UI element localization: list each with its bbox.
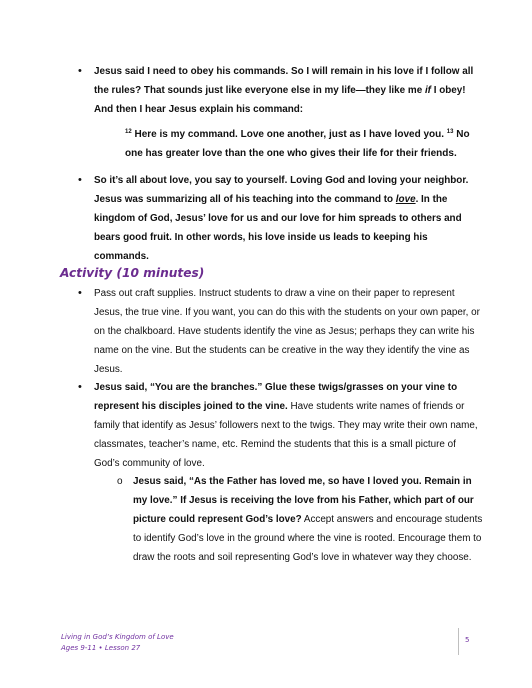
bullet-text: Jesus said I need to obey his commands. So I will remain in his love if I follow all the rules? That sounds just like everyone else in my life—they like me if I obey! And then I hear Jesus explain his command: xyxy=(94,66,474,115)
bullet-text: Pass out craft supplies. Instruct students to draw a vine on their paper to represent Jesus, the true vine. If you want, you can do this with the students on your own paper, or on the chalkboard. Have students identify the vine as Jesus; perhaps they can write his name on the vine. But the students can be creative in the way they identify the vine as Jesus. xyxy=(94,288,480,375)
list-item xyxy=(78,62,498,119)
bullet-icon: • xyxy=(78,287,82,299)
bullet-text: Jesus said, “As the Father has loved me, so have I loved you. Remain in my love.” If Jesus is receiving the love from his Father, which part of our picture could represent God’s love? Accept answers and encourage students to identify God’s love in the ground where the vine is rooted. Encourage them to draw the roots and soil representing God’s love in whatever way they choose. xyxy=(133,476,483,563)
page-number: 5 xyxy=(465,636,470,644)
section-heading: Activity (10 minutes) xyxy=(60,266,205,280)
list-item xyxy=(78,378,498,473)
scripture-quote: $^{12}$ Here is my command. Love one another, just as I have loved you. $^{13}$ No one has greater love than the one who gives their life for their friends. xyxy=(125,129,470,159)
bullet-icon: • xyxy=(78,65,82,77)
sub-list-item xyxy=(117,472,507,567)
bullet-icon: • xyxy=(78,381,82,393)
footer-title: Living in God’s Kingdom of Love Ages 9-11 • Lesson 27 xyxy=(61,633,174,652)
circle-bullet-icon: o xyxy=(117,476,123,487)
list-item xyxy=(78,284,498,379)
list-item xyxy=(78,171,498,266)
bullet-icon: • xyxy=(78,174,82,186)
bullet-text: Jesus said, “You are the branches.” Glue these twigs/grasses on your vine to represent his disciples joined to the vine. Have students write names of friends or family that identify as Jesus’ followers next to the twigs. They may write their own name, classmates, teacher’s name, etc. Remind the students that this is a small picture of God’s community of love. xyxy=(94,382,478,469)
bullet-text: So it’s all about love, you say to yourself. Loving God and loving your neighbor. Jesus was summarizing all of his teaching into the command to love. In the kingdom of God, Jesus’ love for us and our love for him spreads to others and bears good fruit. In other words, his love inside us leads to keeping his commands. xyxy=(94,175,469,262)
footer-divider xyxy=(458,628,459,655)
